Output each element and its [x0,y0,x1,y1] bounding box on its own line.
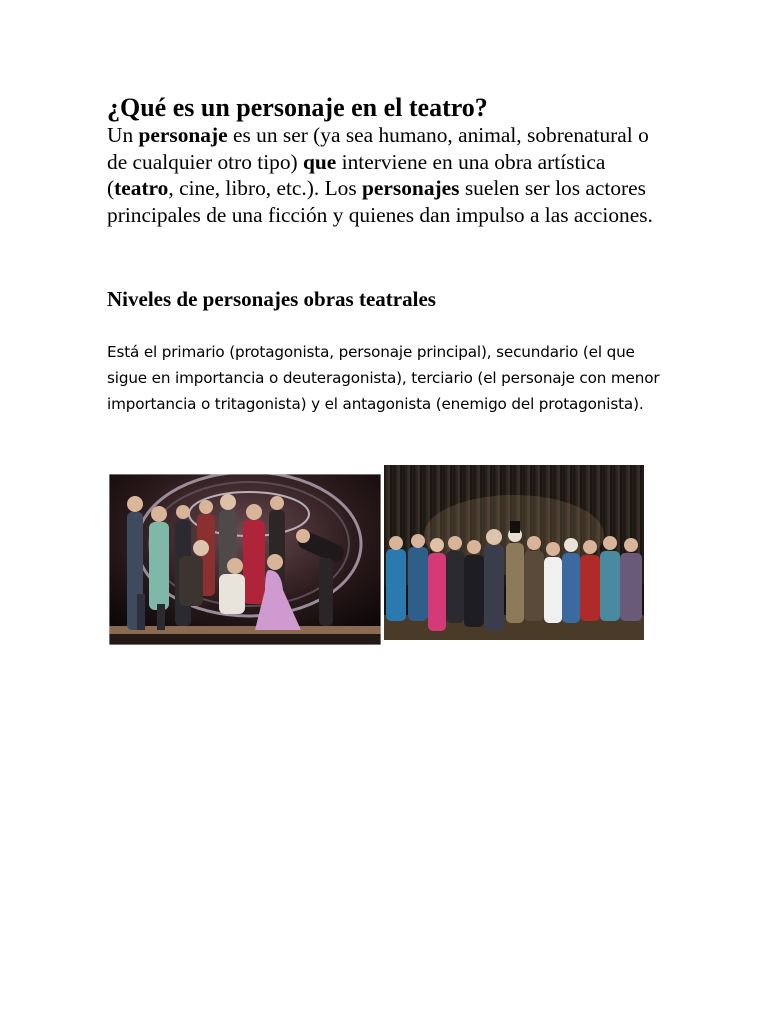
intro-text-4: , cine, libro, etc.). Los [168,176,363,200]
intro-bold-teatro: teatro [114,176,169,200]
page-title: ¿Qué es un personaje en el teatro? [107,93,488,122]
section-heading: Niveles de personajes obras teatrales [107,287,436,311]
theater-cast-photo-1-illustration [109,474,381,645]
section-paragraph: Está el primario (protagonista, personaje principal), secundario (el que sigue en importancia o deuteragonista), terciario (el personaje con menor importancia o tritagonista) y el antagonista (enemigo del protagonista). [107,343,660,413]
theater-cast-photo-2-illustration [384,465,644,640]
theater-cast-photo-1 [109,474,381,645]
theater-cast-photo-2 [384,465,644,640]
intro-text-1: Un [107,123,139,147]
intro-text-3: interviene en una obra artística ( [107,149,606,200]
intro-bold-que: que [303,149,337,174]
intro-paragraph [107,122,667,228]
intro-bold-personajes: personajes [362,176,460,200]
intro-text-5: suelen ser los actores principales de una ficción y quienes dan impulso a las acciones. [107,176,653,227]
intro-bold-personaje: personaje [138,123,228,147]
intro-text-2: es un ser (ya sea humano, animal, sobrenatural o de cualquier otro tipo) [107,123,649,174]
